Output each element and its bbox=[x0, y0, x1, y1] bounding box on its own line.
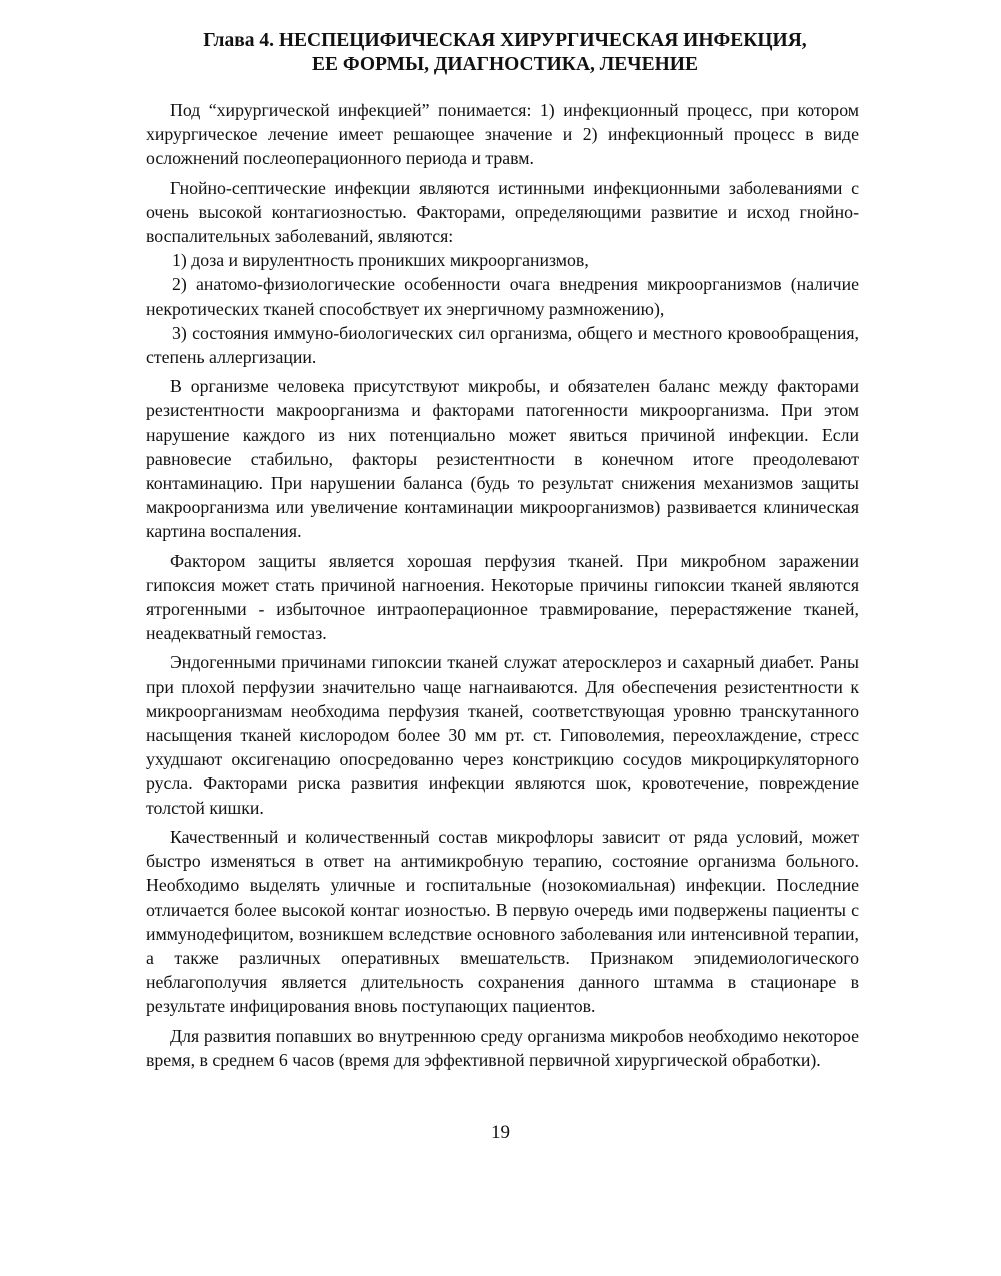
page-number: 19 bbox=[491, 1122, 510, 1143]
list-item-anatomy: 2) анатомо-физиологические особенности очага внедрения микроорганизмов (наличие некротических тканей способствует их энергичному размножению), bbox=[146, 274, 859, 319]
chapter-title bbox=[150, 29, 860, 77]
paragraph-balance: В организме человека присутствуют микробы, и обязателен баланс между факторами резистентности макроорганизма и факторами патогенности микроорганизма. При этом нарушение каждого из них потенциально может явиться причиной инфекции. Если равновесие стабильно, факторы резистентности в конечном итоге преодолевают контаминацию. При нарушении баланса (будь то результат снижения механизмов защиты макроорганизма или увеличение контаминации микроорганизмов) развивается клиническая картина воспаления. bbox=[146, 376, 859, 542]
list-item-immunity: 3) состояния иммуно-биологических сил организма, общего и местного кровообращения, степень аллергизации. bbox=[146, 322, 859, 368]
paragraph-factors-intro: Гнойно-септические инфекции являются истинными инфекционными заболеваниями с очень высокой контагиозностью. Факторами, определяющими развитие и исход гнойно-воспалительных заболеваний, являются: bbox=[146, 177, 859, 247]
body-text bbox=[146, 98, 859, 1072]
paragraph-hypoxia: Эндогенными причинами гипоксии тканей служат атеросклероз и сахарный диабет. Раны при плохой перфузии значительно чаще нагнаиваются. Для обеспечения резистентности к микроорганизмам необходима перфузия тканей, соответствующая уровню транскутанного насыщения тканей кислородом более 30 мм рт. ст. Гиповолемия, переохлаждение, стресс ухудшают оксигенацию опосредованно через констрикцию сосудов микроциркуляторного русла. Факторами риска развития инфекции являются шок, кровотечение, повреждение толстой кишки. bbox=[146, 652, 859, 818]
list-item-dose: 1) доза и вирулентность проникших микроорганизмов, bbox=[172, 250, 589, 271]
paragraph-microflora: Качественный и количественный состав микрофлоры зависит от ряда условий, может быстро изменяться в ответ на антимикробную терапию, состояние организма больного. Необходимо выделять уличные и госпитальные (нозокомиальная) инфекции. Последние отличается более высокой контаг иозностью. В первую очередь ими подвержены пациенты с иммунодефицитом, возникшем вследствие основного заболевания или интенсивной терапии, а также различных оперативных вмешательств. Признаком эпидемиологического неблагополучия является длительность сохранения данного штамма в стационаре в результате инфицирования вновь поступающих пациентов. bbox=[146, 826, 859, 1017]
paragraph-perfusion: Фактором защиты является хорошая перфузия тканей. При микробном заражении гипоксия может стать причиной нагноения. Некоторые причины гипоксии тканей являются ятрогенными - избыточное интраоперационное травмирование, перерастяжение тканей, неадекватный гемостаз. bbox=[146, 550, 859, 644]
chapter-title-line-1: Глава 4. НЕСПЕЦИФИЧЕСКАЯ ХИРУРГИЧЕСКАЯ ИНФЕКЦИЯ, bbox=[203, 30, 807, 51]
paragraph-definition: Под “хирургической инфекцией” понимается: 1) инфекционный процесс, при котором хирургическое лечение имеет решающее значение и 2) инфекционный процесс в виде осложнений послеоперационного периода и травм. bbox=[146, 100, 859, 169]
chapter-title-line-2: ЕЕ ФОРМЫ, ДИАГНОСТИКА, ЛЕЧЕНИЕ bbox=[312, 54, 698, 75]
paragraph-incubation: Для развития попавших во внутреннюю среду организма микробов необходимо некоторое время, в среднем 6 часов (время для эффективной первичной хирургической обработки). bbox=[146, 1025, 859, 1070]
